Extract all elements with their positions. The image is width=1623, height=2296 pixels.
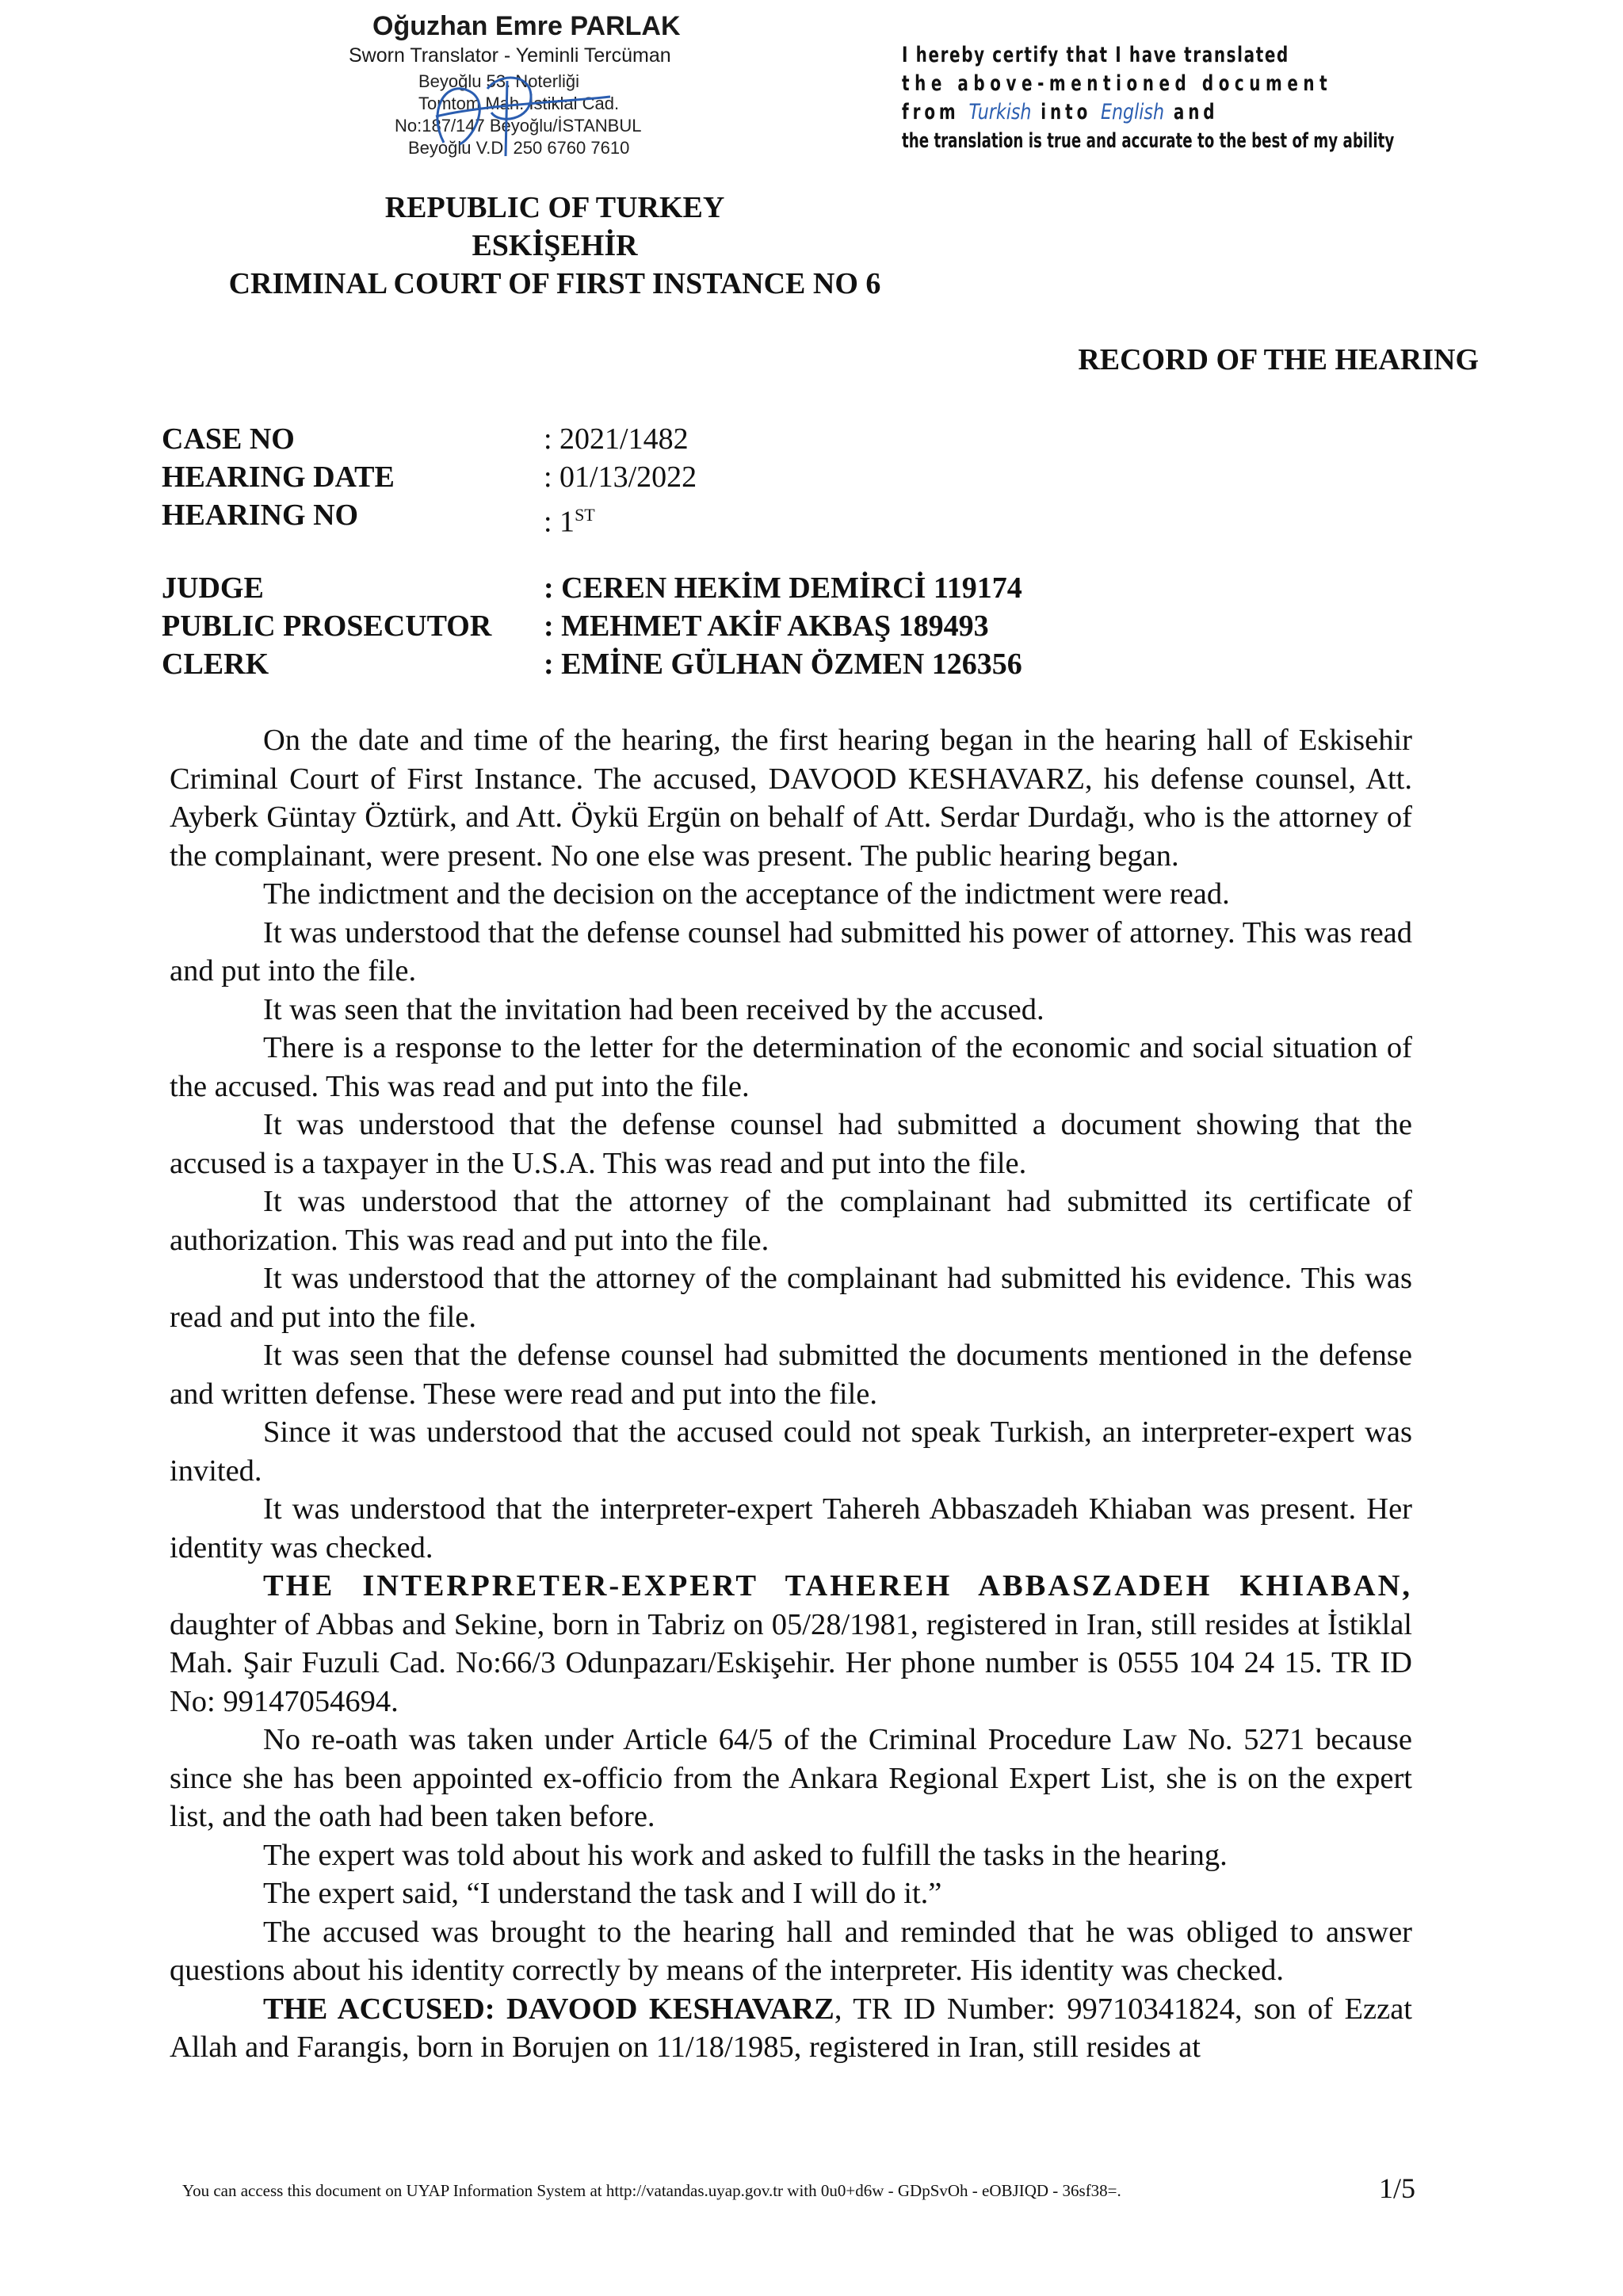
- paragraph: It was seen that the defense counsel had submitted the documents mentioned in the defense and written defense. These were read and put into the file.: [170, 1339, 1412, 1411]
- hearing-no-label: HEARING NO: [162, 499, 359, 532]
- judge-value: : CEREN HEKİM DEMİRCİ 119174: [544, 571, 1022, 605]
- paragraph: No re-oath was taken under Article 64/5 of the Criminal Procedure Law No. 5271 because since she has been appointed ex-officio from the Ankara Regional Expert List, she is on the expert list, and the oath had been taken before.: [170, 1723, 1412, 1833]
- clerk-row: [162, 645, 1022, 683]
- cert-line-4: the translation is true and accurate to the best of my ability: [902, 129, 1395, 153]
- translator-title: Sworn Translator - Yeminli Tercüman: [349, 44, 671, 67]
- hearing-date-value: : 01/13/2022: [544, 460, 697, 494]
- stamp-line: Beyoğlu 53. Noterliği: [418, 71, 580, 91]
- officials-table: [162, 569, 1022, 683]
- target-language-handwritten: English: [1101, 100, 1164, 124]
- hearing-date-label: HEARING DATE: [162, 460, 395, 494]
- judge-label: JUDGE: [162, 571, 264, 605]
- paragraph: It was understood that the defense counsel had submitted his power of attorney. This was read and put into the file.: [170, 915, 1412, 988]
- paragraph: It was understood that the attorney of the complainant had submitted his evidence. This was read and put into the file.: [170, 1262, 1412, 1334]
- paragraph: Since it was understood that the accused could not speak Turkish, an interpreter-expert was invited.: [170, 1415, 1412, 1488]
- cert-line-3: [902, 98, 1266, 127]
- paragraph: On the date and time of the hearing, the first hearing began in the hearing hall of Eskisehir Criminal Court of First Instance. The accused, DAVOOD KESHAVARZ, his defense counsel, Att. Ayberk Güntay Öztürk, and Att. Öykü Ergün on behalf of Att. Serdar Durdağı, who is the attorney of the complainant, were present. No one else was present. The public hearing began.: [170, 724, 1412, 873]
- court-heading: CRIMINAL COURT OF FIRST INSTANCE NO 6: [228, 267, 881, 300]
- hearing-no-value: [544, 496, 697, 541]
- document-title: RECORD OF THE HEARING: [1078, 343, 1479, 376]
- interpreter-details: daughter of Abbas and Sekine, born in Tabriz on 05/28/1981, registered in Iran, still resides at İstiklal Mah. Şair Fuzuli Cad. No:66/3 Odunpazarı/Eskişehir. Her phone number is 0555 104 24 15. TR ID No: 99147054694.: [170, 1607, 1412, 1718]
- case-no-row: [162, 420, 697, 458]
- accused-heading: THE ACCUSED: DAVOOD KESHAVARZ: [263, 1992, 834, 2026]
- cert-line-1: I hereby certify that I have translated: [902, 43, 1289, 67]
- hearing-record-body: [170, 721, 1412, 2067]
- page-number: 1/5: [1379, 2172, 1416, 2204]
- clerk-label: CLERK: [162, 648, 269, 681]
- stamp-line: Beyoğlu V.D. 250 6760 7610: [408, 138, 630, 158]
- translator-certification: [902, 41, 1395, 155]
- paragraph: It was understood that the interpreter-expert Tahereh Abbaszadeh Khiaban was present. Her identity was checked.: [170, 1492, 1412, 1564]
- paragraph: It was understood that the attorney of the complainant had submitted its certificate of authorization. This was read and put into the file.: [170, 1185, 1412, 1257]
- accused-paragraph: [170, 1990, 1412, 2067]
- judge-row: [162, 569, 1022, 607]
- case-no-label: CASE NO: [162, 422, 295, 456]
- paragraph: The expert was told about his work and asked to fulfill the tasks in the hearing.: [263, 1838, 1228, 1872]
- cert-line-2: the above-mentioned document: [902, 71, 1333, 96]
- hearing-no-number: : 1: [544, 505, 575, 539]
- case-info-table: [162, 420, 697, 541]
- stamp-line: No:187/147 Beyoğlu/İSTANBUL: [395, 116, 642, 136]
- case-no-value: : 2021/1482: [544, 422, 689, 456]
- translator-name: Oğuzhan Emre PARLAK: [372, 11, 681, 41]
- uyap-footer-note: You can access this document on UYAP Information System at http://vatandas.uyap.gov.tr with 0u0+d6w - GDpSvOh - eOBJIQD - 36sf38=.: [182, 2181, 1121, 2200]
- prosecutor-row: [162, 607, 1022, 645]
- paragraph: The accused was brought to the hearing hall and reminded that he was obliged to answer questions about his identity correctly by means of the interpreter. His identity was checked.: [170, 1915, 1412, 1987]
- signature-mark: [412, 49, 650, 160]
- paragraph: The expert said, “I understand the task and I will do it.”: [263, 1877, 942, 1910]
- country-heading: REPUBLIC OF TURKEY: [384, 191, 725, 224]
- prosecutor-label: PUBLIC PROSECUTOR: [162, 609, 492, 643]
- paragraph: There is a response to the letter for the determination of the economic and social situation of the accused. This was read and put into the file.: [170, 1031, 1412, 1103]
- stamp-line: Tomtom Mah. İstiklal Cad.: [418, 94, 620, 113]
- paragraph: It was understood that the defense counsel had submitted a document showing that the accused is a taxpayer in the U.S.A. This was read and put into the file.: [170, 1108, 1412, 1180]
- city-heading: ESKİŞEHİR: [472, 229, 638, 262]
- cert-and: and: [1173, 100, 1219, 124]
- interpreter-heading: THE INTERPRETER-EXPERT TAHEREH ABBASZADEH KHIABAN,: [263, 1569, 1412, 1603]
- accused-details: , TR ID Number: 99710341824, son of Ezzat Allah and Farangis, born in Borujen on 11/18/1985, registered in Iran, still resides at: [170, 1992, 1413, 2064]
- hearing-date-row: [162, 458, 697, 496]
- cert-into: into: [1041, 100, 1092, 124]
- paragraph: It was seen that the invitation had been received by the accused.: [263, 992, 1044, 1026]
- cert-from: from: [902, 100, 960, 124]
- clerk-value: : EMİNE GÜLHAN ÖZMEN 126356: [544, 648, 1022, 681]
- court-header: [158, 189, 951, 303]
- hearing-no-suffix: ST: [575, 505, 595, 525]
- hearing-no-row: [162, 496, 697, 541]
- prosecutor-value: : MEHMET AKİF AKBAŞ 189493: [544, 609, 989, 643]
- paragraph: The indictment and the decision on the acceptance of the indictment were read.: [263, 877, 1230, 911]
- source-language-handwritten: Turkish: [968, 100, 1032, 124]
- interpreter-paragraph: [170, 1567, 1412, 1721]
